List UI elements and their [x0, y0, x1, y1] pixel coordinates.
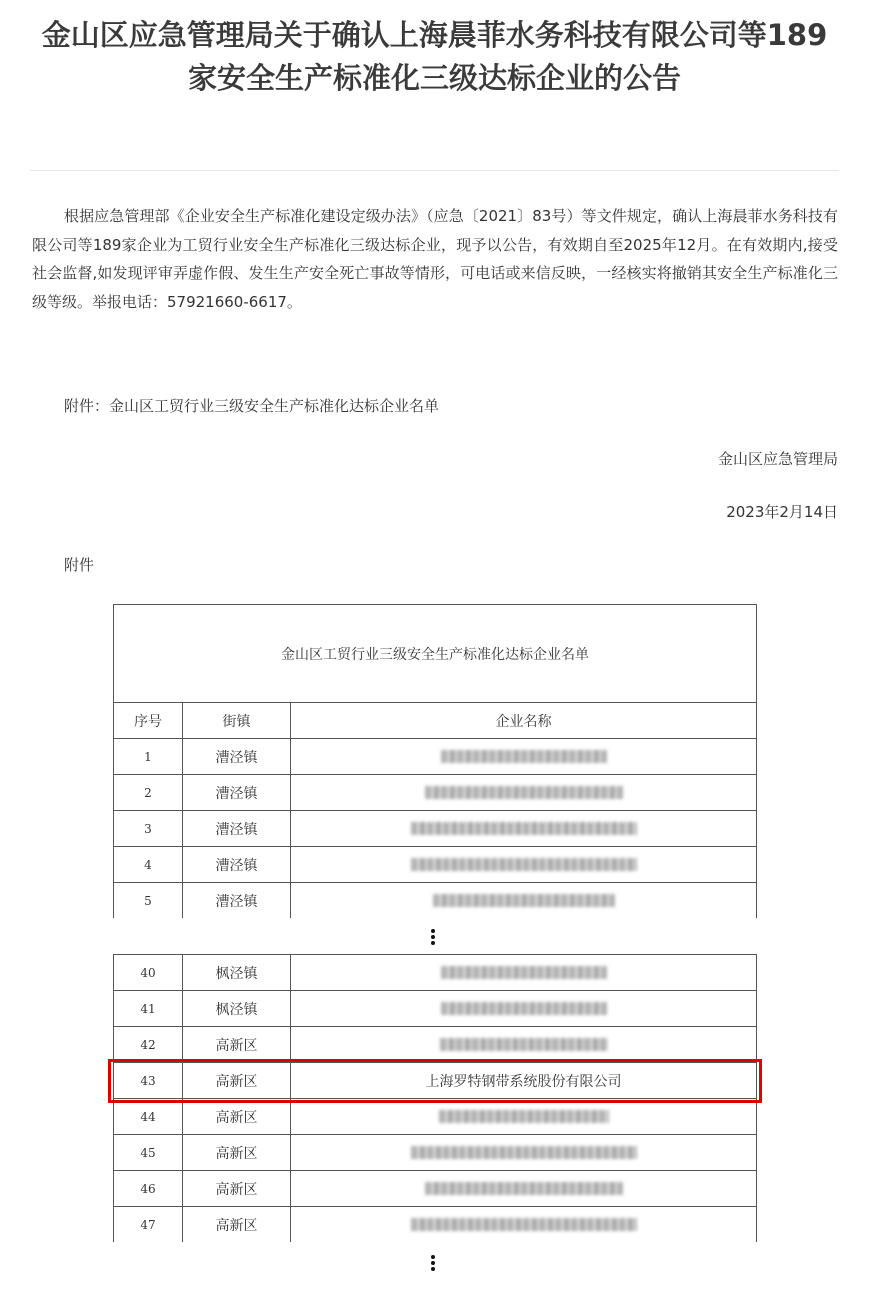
redacted-company-name [425, 1182, 623, 1195]
table-row [114, 847, 757, 883]
vertical-ellipsis-icon [428, 1255, 438, 1273]
row-number: 43 [114, 1063, 183, 1099]
row-company-name [291, 1135, 757, 1171]
row-company-name [291, 1027, 757, 1063]
title-divider [30, 170, 839, 171]
redacted-company-name [411, 1218, 637, 1231]
redacted-company-name [439, 1110, 609, 1123]
row-company-name [291, 739, 757, 775]
row-company-name [291, 1099, 757, 1135]
row-company-name [291, 811, 757, 847]
row-town: 高新区 [183, 1171, 291, 1207]
row-company-name [291, 847, 757, 883]
row-number: 1 [114, 739, 183, 775]
row-town: 高新区 [183, 1027, 291, 1063]
row-number: 47 [114, 1207, 183, 1243]
row-town: 漕泾镇 [183, 883, 291, 919]
attachment-line: 附件：金山区工贸行业三级安全生产标准化达标企业名单 [64, 397, 440, 415]
announcement-body: 根据应急管理部《企业安全生产标准化建设定级办法》（应急〔2021〕83号）等文件规定，确认上海晨菲水务科技有限公司等189家企业为工贸行业安全生产标准化三级达标企业，现予以公告，有效期自至2025年12月。在有效期内,接受社会监督,如发现评审弄虚作假、发生生产安全死亡事故等情形，可电话或来信反映，一经核实将撤销其安全生产标准化三级等级。举报电话：57921660-6617。 [32, 207, 838, 311]
row-number: 40 [114, 955, 183, 991]
row-company-name [291, 991, 757, 1027]
redacted-company-name [411, 1146, 637, 1159]
page-title: 金山区应急管理局关于确认上海晨菲水务科技有限公司等189家安全生产标准化三级达标企业的公告 [41, 18, 828, 95]
publish-date: 2023年2月14日 [726, 503, 838, 521]
redacted-company-name [411, 858, 637, 871]
signer: 金山区应急管理局 [717, 450, 838, 468]
row-number: 46 [114, 1171, 183, 1207]
row-number: 4 [114, 847, 183, 883]
vertical-ellipsis-icon [428, 929, 438, 947]
row-town: 枫泾镇 [183, 955, 291, 991]
table-cut-2 [113, 1242, 757, 1246]
redacted-company-name [440, 1038, 608, 1051]
row-number: 41 [114, 991, 183, 1027]
table-row [114, 991, 757, 1027]
table-header-row [114, 703, 757, 739]
row-town: 高新区 [183, 1063, 291, 1099]
row-company-name [291, 1171, 757, 1207]
table-row [114, 1099, 757, 1135]
table-row [114, 1171, 757, 1207]
row-number: 5 [114, 883, 183, 919]
row-number: 42 [114, 1027, 183, 1063]
header-town: 街镇 [183, 703, 291, 739]
redacted-company-name [441, 1002, 607, 1015]
redacted-company-name [433, 894, 615, 907]
table-row [114, 1135, 757, 1171]
table-row [114, 775, 757, 811]
row-number: 2 [114, 775, 183, 811]
row-town: 漕泾镇 [183, 739, 291, 775]
row-company-name [291, 955, 757, 991]
redacted-company-name [425, 786, 623, 799]
header-company: 企业名称 [291, 703, 757, 739]
enterprise-table-part-1 [113, 604, 757, 919]
row-company-name [291, 775, 757, 811]
table-row [114, 1027, 757, 1063]
row-town: 枫泾镇 [183, 991, 291, 1027]
redacted-company-name [411, 822, 637, 835]
row-number: 44 [114, 1099, 183, 1135]
table-caption: 金山区工贸行业三级安全生产标准化达标企业名单 [114, 605, 757, 703]
redacted-company-name [441, 750, 607, 763]
row-number: 3 [114, 811, 183, 847]
row-town: 高新区 [183, 1135, 291, 1171]
attachment-label: 附件 [64, 556, 95, 574]
table-row [114, 811, 757, 847]
table-cut-1 [113, 918, 757, 922]
row-company-name: 上海罗特钢带系统股份有限公司 [291, 1063, 757, 1099]
row-company-name [291, 883, 757, 919]
redacted-company-name [441, 966, 607, 979]
table-row [114, 883, 757, 919]
row-company-name [291, 1207, 757, 1243]
row-number: 45 [114, 1135, 183, 1171]
table-row [114, 1207, 757, 1243]
row-town: 漕泾镇 [183, 775, 291, 811]
row-town: 漕泾镇 [183, 811, 291, 847]
row-town: 漕泾镇 [183, 847, 291, 883]
highlight-box [108, 1059, 762, 1103]
table-row [114, 739, 757, 775]
row-town: 高新区 [183, 1207, 291, 1243]
table-row [114, 955, 757, 991]
row-town: 高新区 [183, 1099, 291, 1135]
header-no: 序号 [114, 703, 183, 739]
